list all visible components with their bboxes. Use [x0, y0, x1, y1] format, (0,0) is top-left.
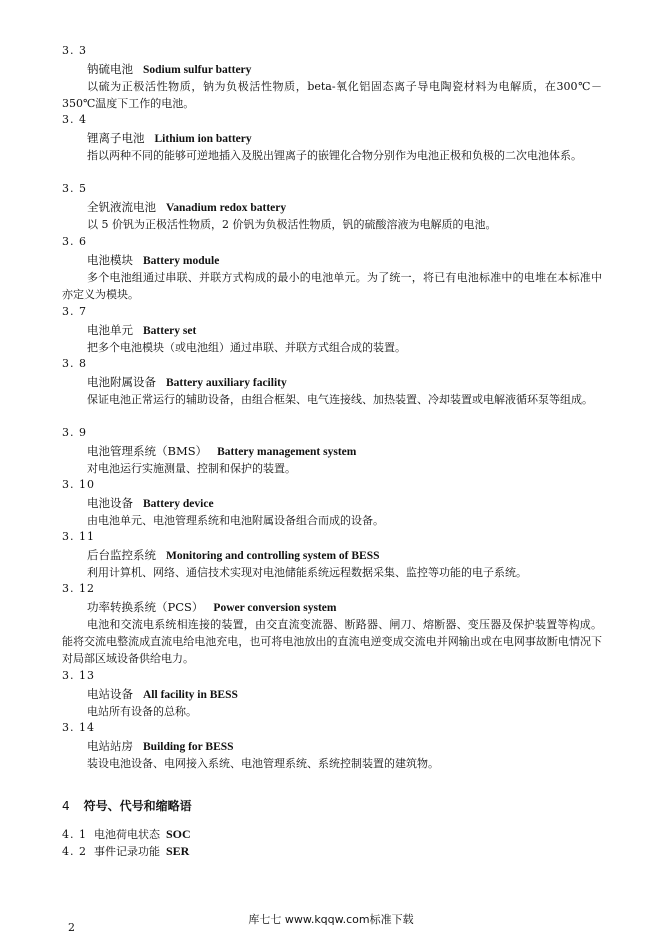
term-cn: 锂离子电池 [87, 131, 145, 145]
entry-definition: 以 5 价钒为正极活性物质，2 价钒为负极活性物质，钒的硫酸溶液为电解质的电池。 [87, 218, 497, 231]
entry-number: 3. 13 [62, 669, 95, 682]
entry-term [87, 322, 196, 338]
entry-term [87, 738, 234, 754]
term-en: Battery management system [217, 446, 357, 458]
abbreviation-en: SER [166, 844, 190, 858]
entry-definition: 对电池运行实施测量、控制和保护的装置。 [87, 462, 296, 475]
entry-definition: 装设电池设备、电网接入系统、电池管理系统、系统控制装置的建筑物。 [87, 757, 439, 770]
term-en: Battery set [143, 325, 197, 337]
term-cn: 后台监控系统 [87, 548, 156, 562]
term-cn: 电池单元 [87, 323, 133, 337]
abbreviation-item [62, 826, 191, 842]
term-en: Vanadium redox battery [166, 202, 287, 214]
entry-term [87, 547, 380, 563]
entry-number: 3. 5 [62, 182, 87, 195]
entry-term [87, 374, 287, 390]
entry-definition: 多个电池组通过串联、并联方式构成的最小的电池单元。为了统一，将已有电池标准中的电堆在本标准中亦定义为模块。 [62, 271, 602, 301]
term-en: Building for BESS [143, 741, 234, 753]
entry-definition: 把多个电池模块（或电池组）通过串联、并联方式组合成的装置。 [87, 341, 406, 354]
term-en: Battery module [143, 255, 220, 267]
term-cn: 电池设备 [87, 496, 133, 510]
abbreviation-number: 4. 2 [62, 845, 87, 858]
page-number: 2 [68, 921, 75, 934]
entry-definition: 由电池单元、电池管理系统和电池附属设备组合而成的设备。 [87, 514, 384, 527]
entry-number: 3. 3 [62, 44, 87, 57]
abbreviation-number: 4. 1 [62, 828, 87, 841]
term-cn: 钠硫电池 [87, 62, 133, 76]
entry-definition: 电站所有设备的总称。 [87, 705, 197, 718]
entry-term [87, 443, 356, 459]
term-cn: 电池模块 [87, 253, 133, 267]
abbreviation-item [62, 843, 189, 859]
term-cn: 功率转换系统（PCS） [87, 600, 204, 614]
term-en: Battery device [143, 498, 214, 510]
footer-watermark: 库七七 www.kqqw.com标准下载 [248, 913, 414, 926]
entry-term [87, 252, 219, 268]
term-cn: 电站站房 [87, 739, 133, 753]
entry-term [87, 130, 252, 146]
section-number: 4 [62, 799, 70, 813]
entry-number: 3. 11 [62, 530, 95, 543]
abbreviation-cn: 电池荷电状态 [94, 828, 160, 841]
entry-number: 3. 4 [62, 113, 87, 126]
entry-number: 3. 7 [62, 305, 87, 318]
term-cn: 电站设备 [87, 687, 133, 701]
term-en: Sodium sulfur battery [143, 64, 252, 76]
entry-number: 3. 8 [62, 357, 87, 370]
abbreviation-cn: 事件记录功能 [94, 845, 160, 858]
entry-term [87, 599, 337, 615]
term-en: Monitoring and controlling system of BESS [166, 550, 380, 562]
section-title: 符号、代号和缩略语 [83, 799, 192, 813]
entry-term [87, 495, 214, 511]
term-cn: 电池管理系统（BMS） [87, 444, 208, 458]
entry-number: 3. 14 [62, 721, 95, 734]
entry-definition: 利用计算机、网络、通信技术实现对电池储能系统远程数据采集、监控等功能的电子系统。 [87, 566, 527, 579]
abbreviation-en: SOC [166, 827, 191, 841]
term-en: Lithium ion battery [154, 133, 252, 145]
entry-number: 3. 12 [62, 582, 95, 595]
entry-definition: 电池和交流电系统相连接的装置，由交直流变流器、断路器、闸刀、熔断器、变压器及保护装置等构成。能将交流电整流成直流电给电池充电，也可将电池放出的直流电逆变成交流电并网输出或在电网事故断电情况下对局部区域设备供给电力。 [62, 618, 602, 665]
entry-number: 3. 10 [62, 478, 95, 491]
term-en: Power conversion system [213, 602, 337, 614]
entry-definition: 指以两种不同的能够可逆地插入及脱出锂离子的嵌锂化合物分别作为电池正极和负极的二次电池体系。 [87, 149, 582, 162]
term-cn: 全钒液流电池 [87, 200, 156, 214]
entry-term [87, 686, 238, 702]
entry-number: 3. 9 [62, 426, 87, 439]
entry-definition: 保证电池正常运行的辅助设备，由组合框架、电气连接线、加热装置、冷却装置或电解液循环泵等组成。 [87, 393, 593, 406]
entry-term [87, 61, 251, 77]
entry-term [87, 199, 286, 215]
section-heading [62, 797, 192, 814]
term-en: Battery auxiliary facility [166, 377, 287, 389]
term-en: All facility in BESS [143, 689, 238, 701]
term-cn: 电池附属设备 [87, 375, 156, 389]
entry-number: 3. 6 [62, 235, 87, 248]
entry-definition: 以硫为正极活性物质，钠为负极活性物质，beta-氧化铝固态离子导电陶瓷材料为电解质，在300℃－350℃温度下工作的电池。 [62, 80, 602, 110]
